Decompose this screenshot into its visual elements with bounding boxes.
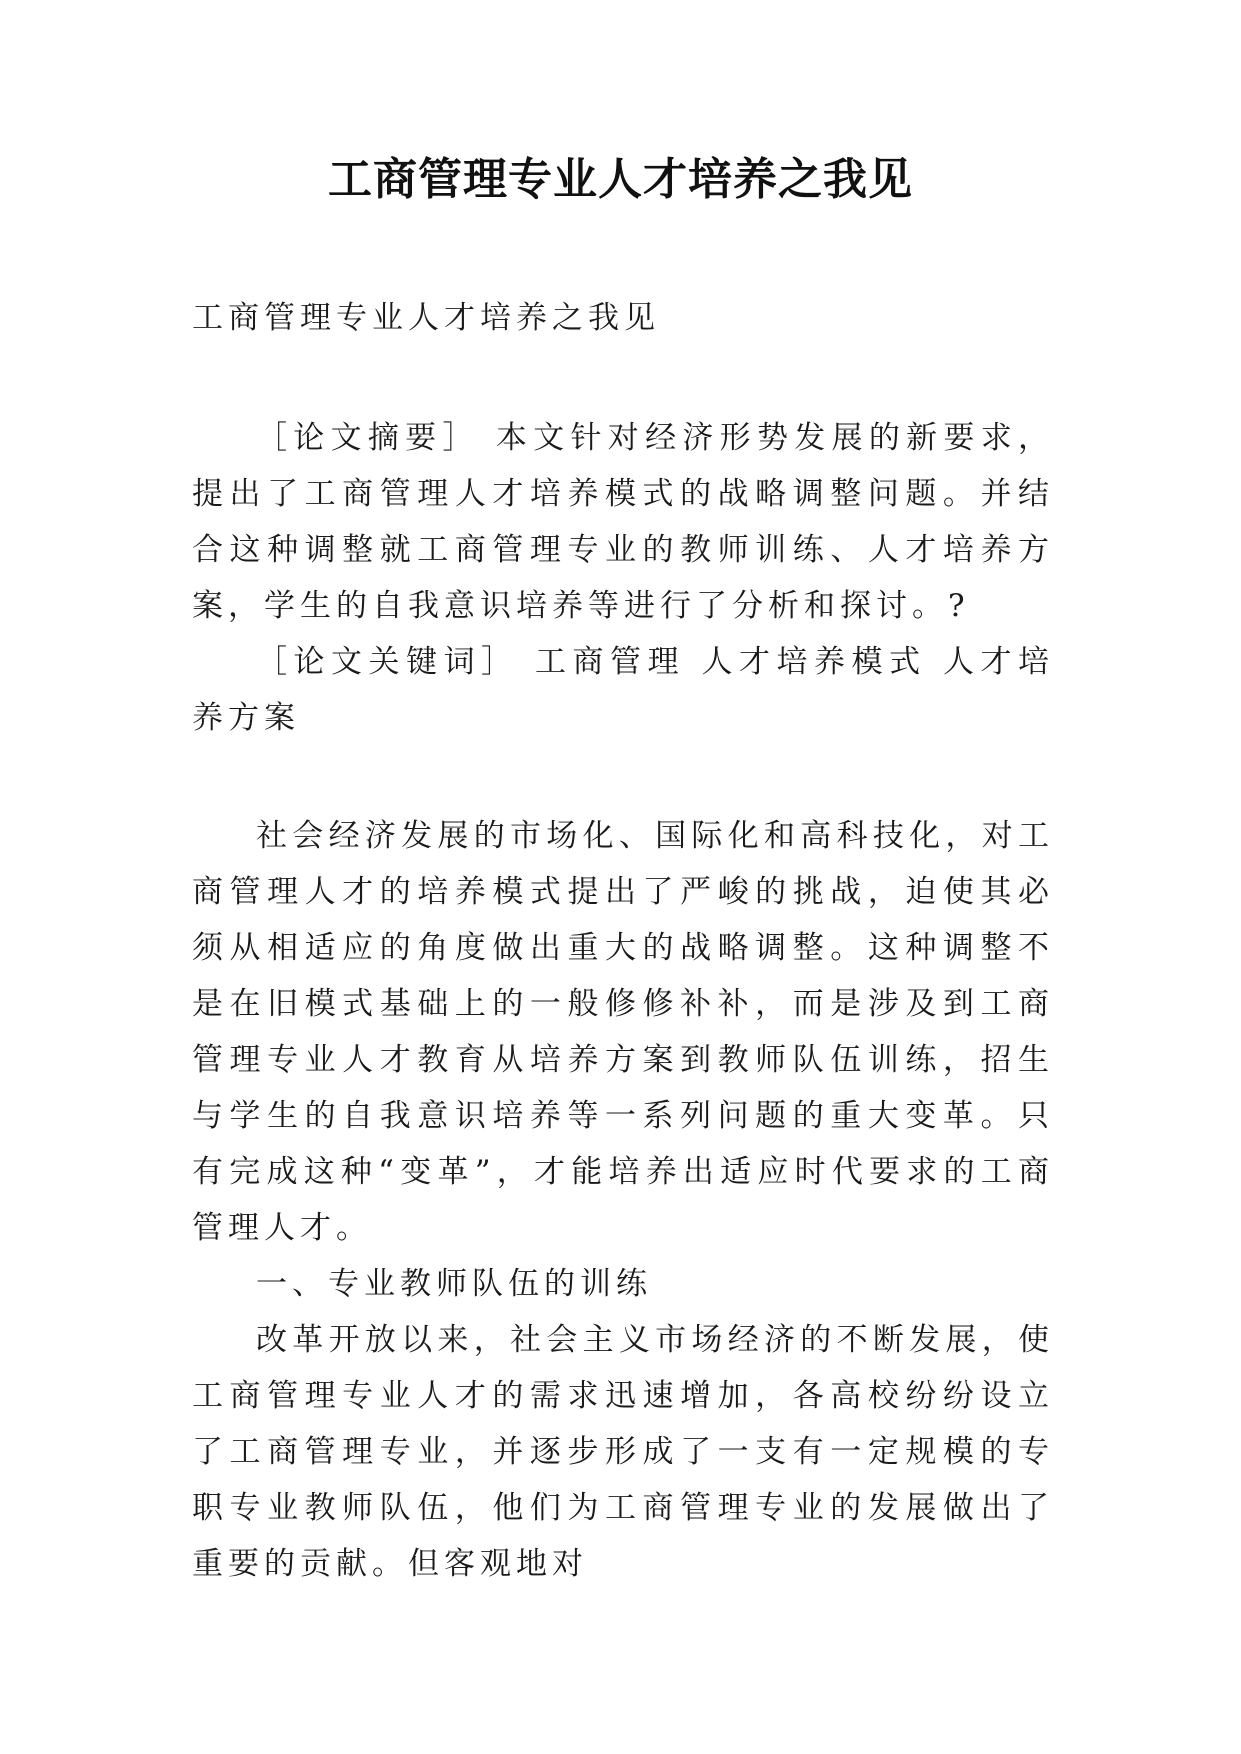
document-subtitle: 工商管理专业人才培养之我见 [192,300,660,336]
section-heading: 一、专业教师队伍的训练 [256,1266,652,1302]
document-title: 工商管理专业人才培养之我见 [328,154,913,205]
intro-paragraph: 社会经济发展的市场化、国际化和高科技化，对工商管理人才的培养模式提出了严峻的挑战，迫使其必须从相适应的角度做出重大的战略调整。这种调整不是在旧模式基础上的一般修修补补，而是涉及到工商管理专业人才教育从培养方案到教师队伍训练，招生与学生的自我意识培养等一系列问题的重大变革。只有完成这种“变革”，才能培养出适应时代要求的工商管理人才。 [192,818,1054,1246]
section-paragraph: 改革开放以来，社会主义市场经济的不断发展，使工商管理专业人才的需求迅速增加，各高校纷纷设立了工商管理专业，并逐步形成了一支有一定规模的专职专业教师队伍，他们为工商管理专业的发展做出了重要的贡献。但客观地对 [192,1322,1054,1582]
abstract-paragraph: ［论文摘要］ 本文针对经济形势发展的新要求，提出了工商管理人才培养模式的战略调整问题。并结合这种调整就工商管理专业的教师训练、人才培养方案，学生的自我意识培养等进行了分析和探讨。? [192,420,1054,624]
keywords-paragraph: ［论文关键词］ 工商管理 人才培养模式 人才培养方案 [192,644,1054,736]
